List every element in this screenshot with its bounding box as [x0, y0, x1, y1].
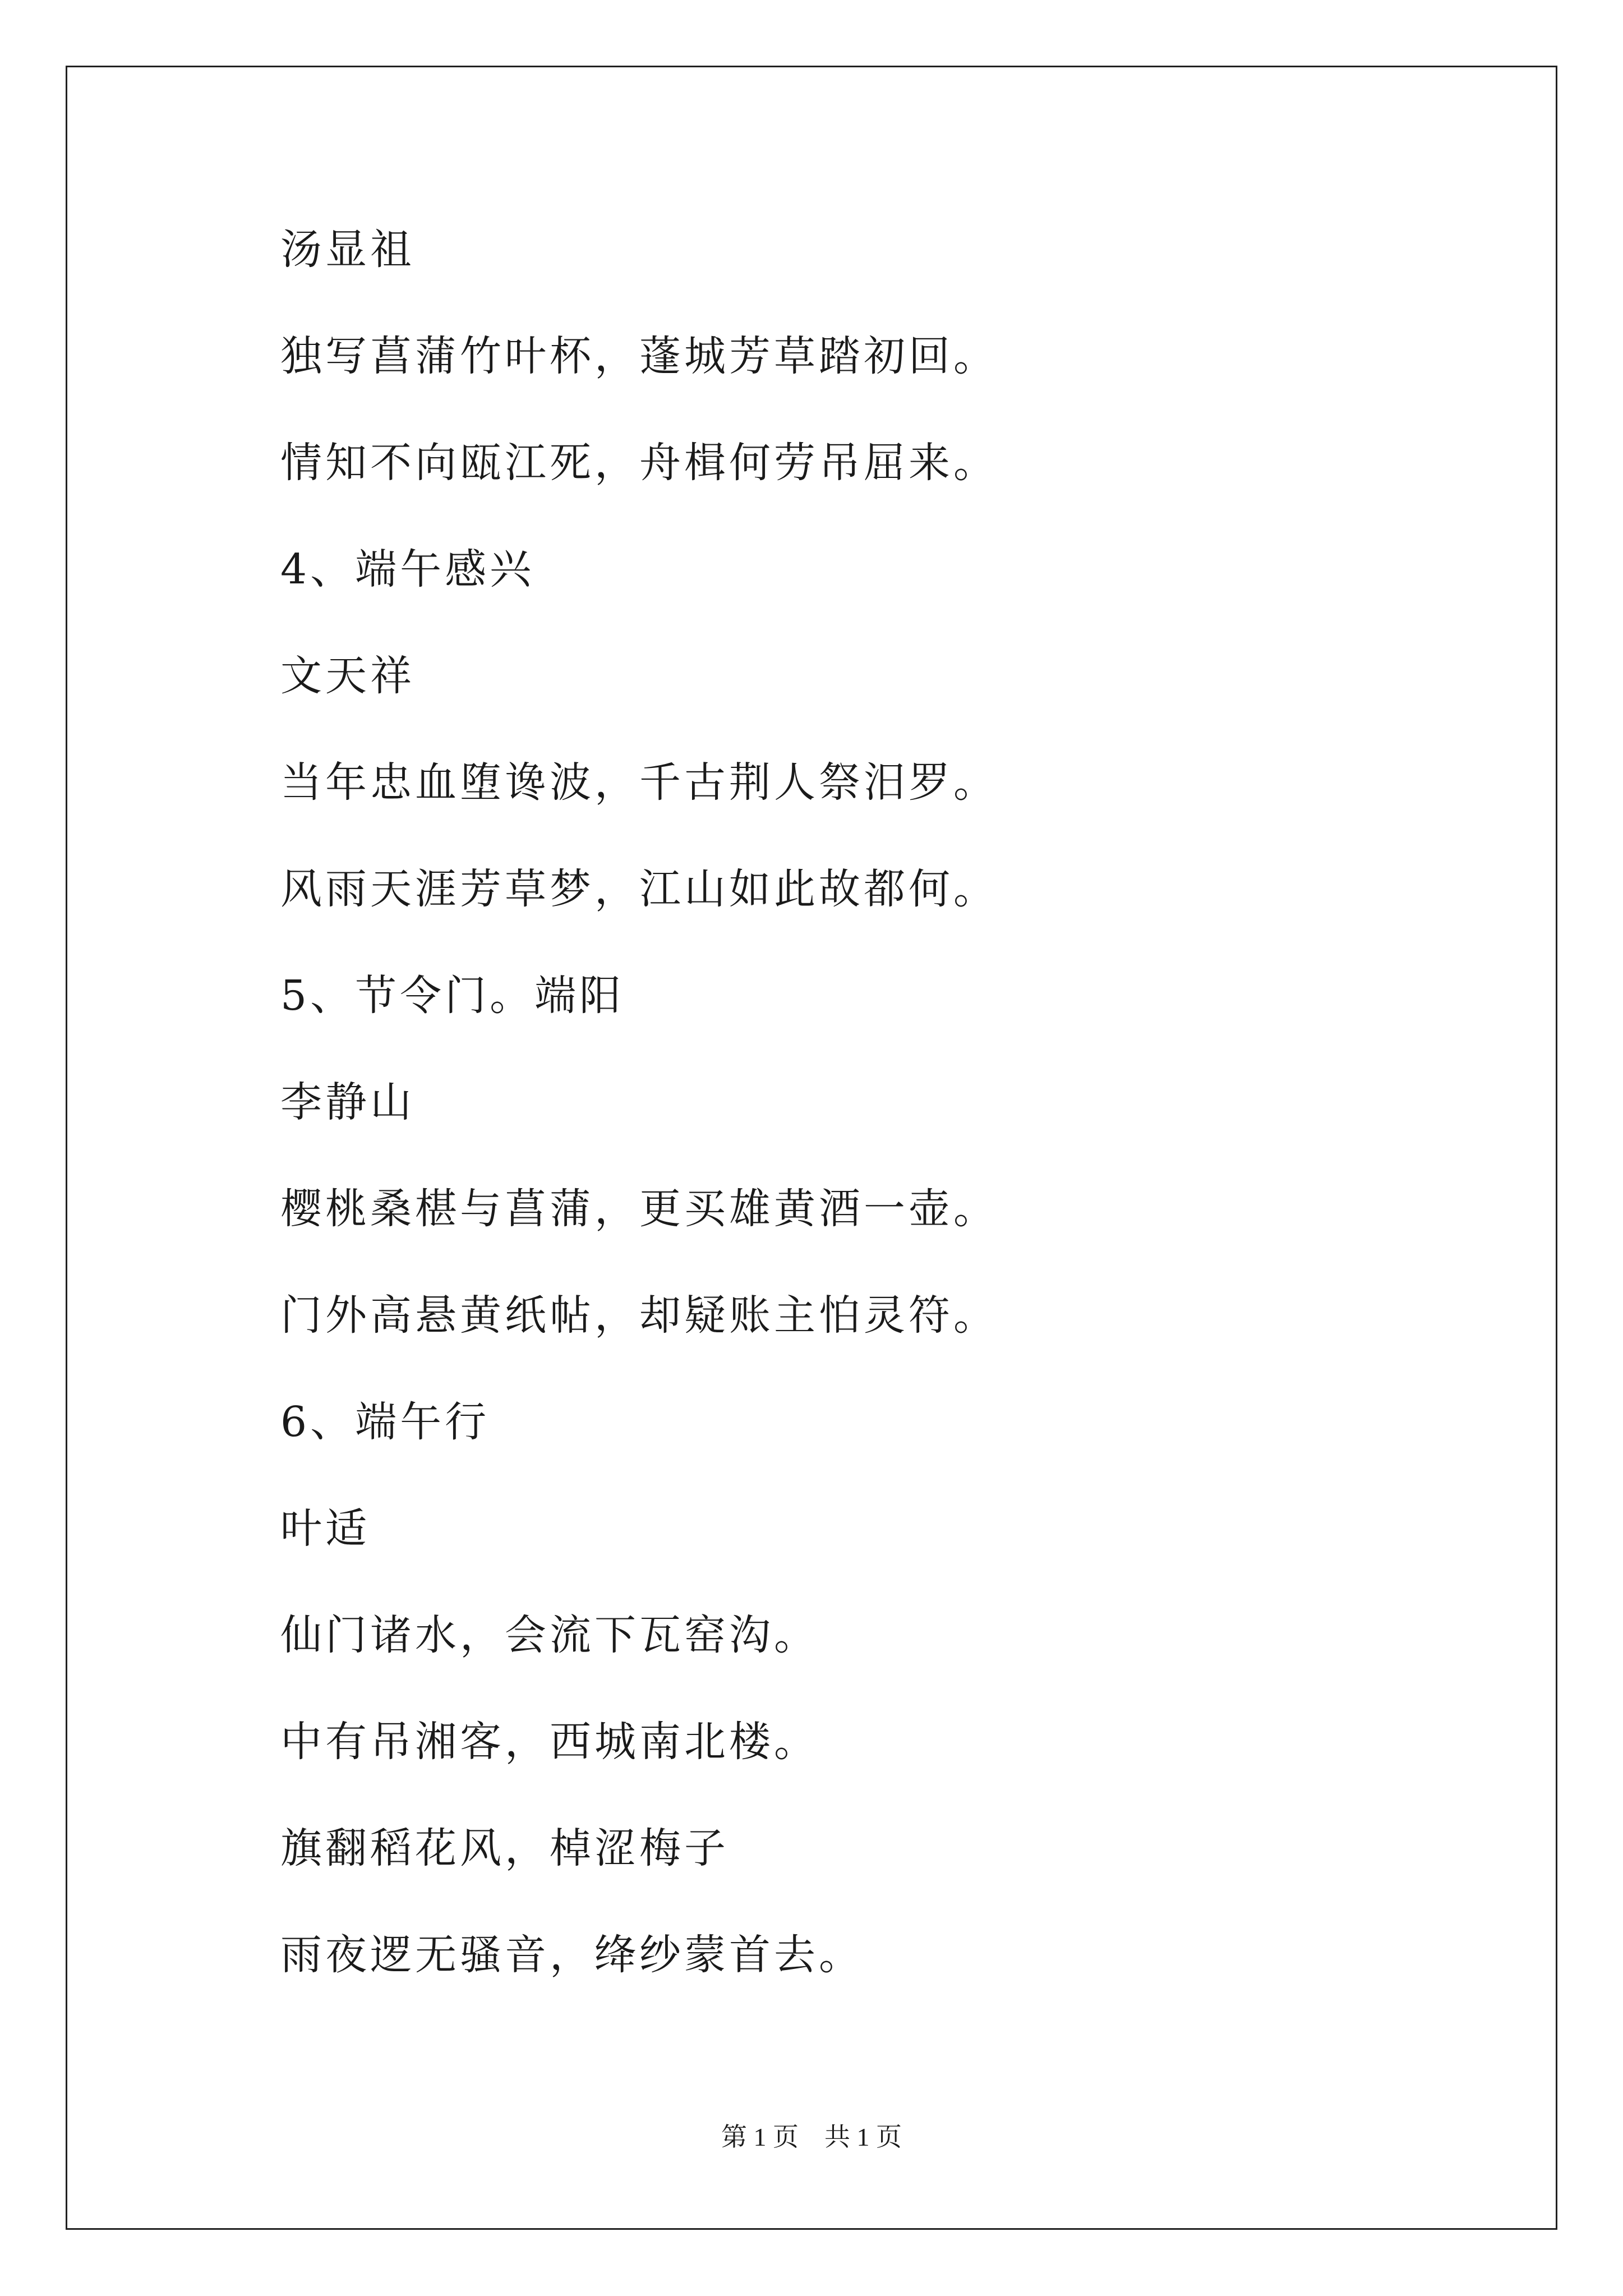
page-footer: 第 1 页 共 1 页: [721, 2123, 902, 2151]
poem-title: 6、端午行: [280, 1398, 490, 1446]
poem-line: 风雨天涯芳草梦，江山如此故都何。: [280, 865, 998, 913]
poet-name: 叶适: [280, 1504, 370, 1553]
poem-line: 中有吊湘客，西城南北楼。: [280, 1718, 819, 1766]
poem-title: 4、端午感兴: [280, 545, 535, 593]
poem-line: 雨夜逻无骚音，绛纱蒙首去。: [280, 1931, 864, 1979]
poem-title: 5、节令门。端阳: [280, 972, 625, 1020]
poet-name: 李静山: [280, 1078, 415, 1126]
poet-name: 汤显祖: [280, 226, 415, 274]
poem-line: 当年忠血堕谗波，千古荆人祭汨罗。: [280, 758, 998, 807]
poem-line: 仙门诸水，会流下瓦窑沟。: [280, 1611, 819, 1659]
poet-name: 文天祥: [280, 652, 415, 700]
page-border: [66, 66, 1557, 2230]
poem-line: 旗翻稻花风，棹涩梅子: [280, 1824, 729, 1872]
poem-line: 樱桃桑椹与菖蒲，更买雄黄酒一壶。: [280, 1185, 998, 1233]
poem-line: 独写菖蒲竹叶杯，蓬城芳草踏初回。: [280, 332, 998, 380]
poem-line: 情知不向瓯江死，舟楫何劳吊屈来。: [280, 439, 998, 487]
poem-line: 门外高悬黄纸帖，却疑账主怕灵符。: [280, 1291, 998, 1340]
